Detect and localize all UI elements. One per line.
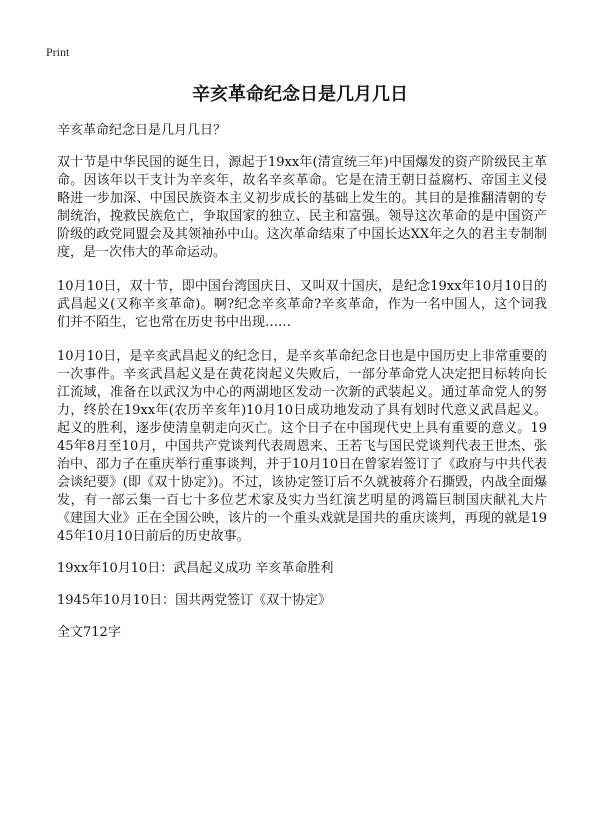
question-paragraph: 辛亥革命纪念日是几月几日？: [57, 123, 227, 138]
word-count: 全文712字: [57, 625, 121, 640]
article-body: [57, 122, 547, 656]
event-line-1945: 1945年10月10日：国共两党签订《双十协定》: [57, 593, 332, 608]
double-tenth-paragraph: 10月10日，双十节，即中国台湾国庆日、又叫双十国庆，是纪念19xx年10月10日的武昌起义(又称辛亥革命)。啊?纪念辛亥革命?辛亥革命，作为一名中国人，这个词我们并不陌生，它也常在历史书中出现……: [57, 279, 547, 330]
page-title: 辛亥革命纪念日是几月几日: [192, 84, 408, 105]
history-paragraph: 10月10日，是辛亥武昌起义的纪念日，是辛亥革命纪念日也是中国历史上非常重要的一次事件。辛亥武昌起义是在黄花岗起义失败后，一部分革命党人决定把目标转向长江流域，准备在以武汉为中心的两湖地区发动一次新的武装起义。通过革命党人的努力，终於在19xx年(农历辛亥年)10月10日成功地发动了具有划时代意义武昌起义。起义的胜利，逐步使清皇朝走向灭亡。这个日子在中国现代史上具有重要的意义。1945年8月至10月，中国共产党谈判代表周恩来、王若飞与国民党谈判代表王世杰、张治中、邵力子在重庆举行重事谈判，并于10月10日在曾家岩签订了《政府与中共代表会谈纪要》(即《双十协定》)。不过，该协定签订后不久就被蒋介石撕毁，内战全面爆发，有一部云集一百七十多位艺术家及实力当红演艺明星的鸿篇巨制国庆献礼大片《建国大业》正在全国公映，该片的一个重头戏就是国共的重庆谈判，再现的就是1945年10月10日前后的历史故事。: [57, 349, 547, 544]
print-link[interactable]: Print: [46, 45, 70, 59]
intro-paragraph: 双十节是中华民国的诞生日，源起于19xx年(清宣统三年)中国爆发的资产阶级民主革命。因该年以干支计为辛亥年，故名辛亥革命。它是在清王朝日益腐朽、帝国主义侵略进一步加深、中国民族资本主义初步成长的基础上发生的。其目的是推翻清朝的专制统治，挽救民族危亡，争取国家的独立、民主和富强。领导这次革命的是中国资产阶级的政党同盟会及其领袖孙中山。这次革命结束了中国长达XX年之久的君主专制制度，是一次伟大的革命运动。: [57, 155, 547, 260]
event-line-1911: 19xx年10月10日：武昌起义成功 辛亥革命胜利: [57, 561, 334, 576]
